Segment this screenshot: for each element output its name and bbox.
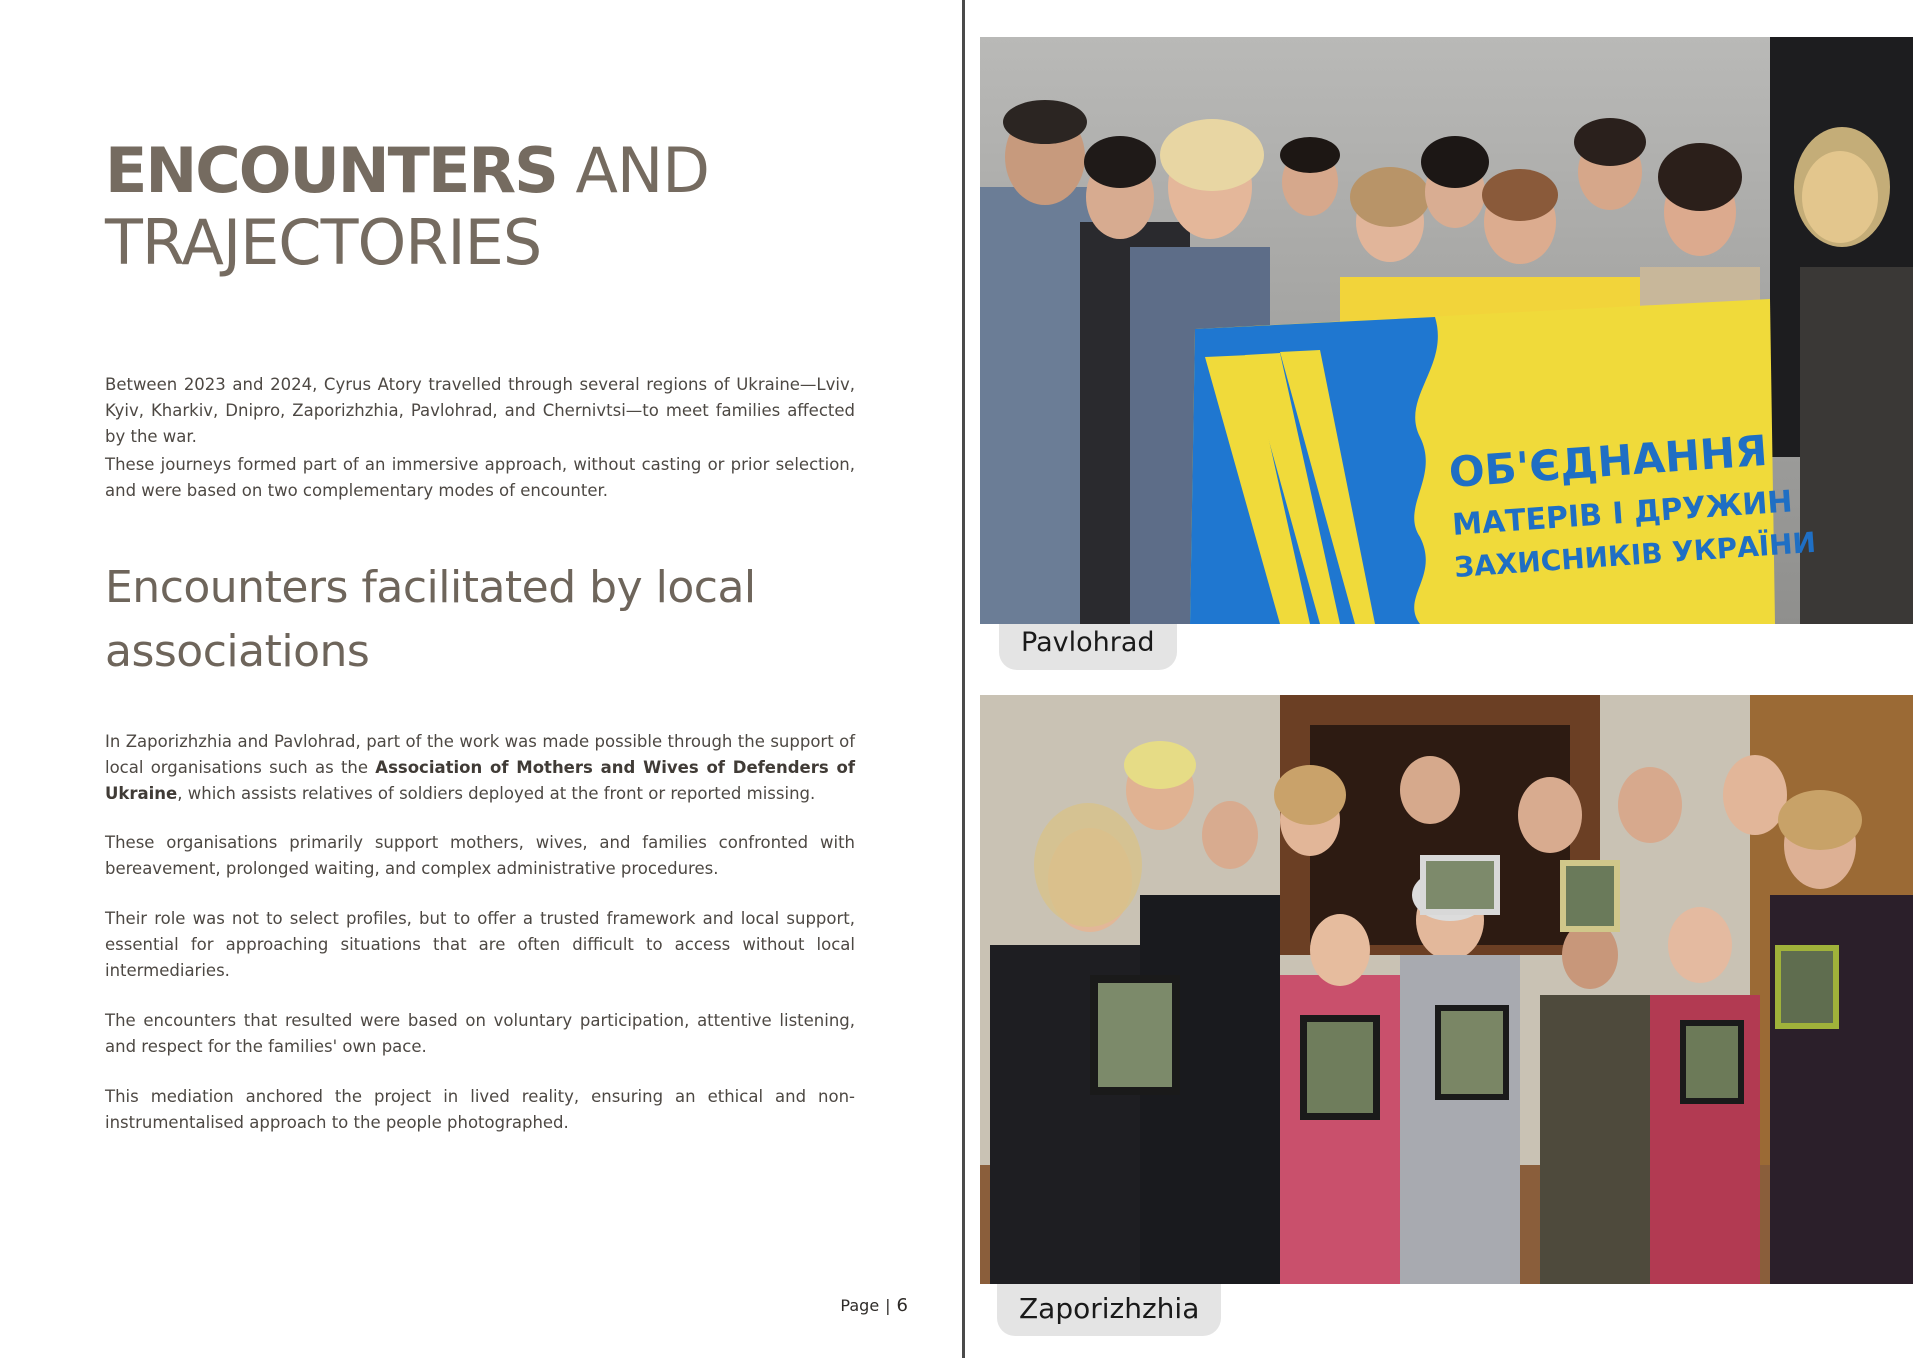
intro-paragraph-1: Between 2023 and 2024, Cyrus Atory travelled through several regions of Ukraine—Lviv, Kyiv, Kharkiv, Dnipro, Zaporizhzhia, Pavlohrad, and Chernivtsi—to meet families affected by the war. bbox=[105, 375, 855, 446]
banner-text-line-1: ОБ'ЄДНАННЯ bbox=[1447, 425, 1770, 497]
association-name: Association of Mothers and Wives of Defenders of Ukraine bbox=[105, 758, 855, 803]
title-light-word: AND bbox=[575, 134, 709, 207]
body-paragraph-2: These organisations primarily support mothers, wives, and families confronted with bereavement, prolonged waiting, and complex administrative procedures. bbox=[105, 833, 855, 878]
body-paragraph-5: This mediation anchored the project in lived reality, ensuring an ethical and non-instrumentalised approach to the people photographed. bbox=[105, 1087, 855, 1132]
section-heading: Encounters facilitated by local associations bbox=[105, 562, 756, 677]
column-divider bbox=[962, 0, 965, 1358]
body-paragraph-1-end: , which assists relatives of soldiers deployed at the front or reported missing. bbox=[177, 784, 816, 803]
title-bold-word: ENCOUNTERS bbox=[105, 134, 557, 207]
page-number bbox=[840, 1295, 908, 1316]
body-paragraph-1-start: In Zaporizhzhia and Pavlohrad, part of the work was made possible through the support of local organisations such as the bbox=[105, 732, 855, 777]
banner-text-line-2: МАТЕРІВ І ДРУЖИН bbox=[1451, 484, 1794, 543]
page-separator: | bbox=[885, 1296, 891, 1315]
text-column bbox=[105, 0, 855, 1358]
body-paragraph-1 bbox=[105, 729, 855, 807]
caption-zaporizhzhia: Zaporizhzhia bbox=[997, 1284, 1221, 1336]
page-title bbox=[105, 135, 709, 279]
body-paragraph-4: The encounters that resulted were based on voluntary participation, attentive listening, and respect for the families' own pace. bbox=[105, 1011, 855, 1056]
body-paragraph-3: Their role was not to select profiles, but to offer a trusted framework and local support, essential for approaching situations that are often difficult to access without local intermediaries. bbox=[105, 909, 855, 980]
caption-pavlohrad: Pavlohrad bbox=[999, 624, 1177, 670]
page-number-value: 6 bbox=[896, 1295, 908, 1316]
intro-paragraph-2: These journeys formed part of an immersive approach, without casting or prior selection, and were based on two complementary modes of encounter. bbox=[105, 455, 855, 500]
page-label: Page bbox=[840, 1296, 880, 1315]
photo-pavlohrad bbox=[980, 37, 1913, 624]
photo-zaporizhzhia bbox=[980, 695, 1913, 1284]
title-second-line: TRAJECTORIES bbox=[105, 206, 542, 279]
banner-text-line-3: ЗАХИСНИКІВ УКРАЇНИ bbox=[1453, 525, 1817, 584]
